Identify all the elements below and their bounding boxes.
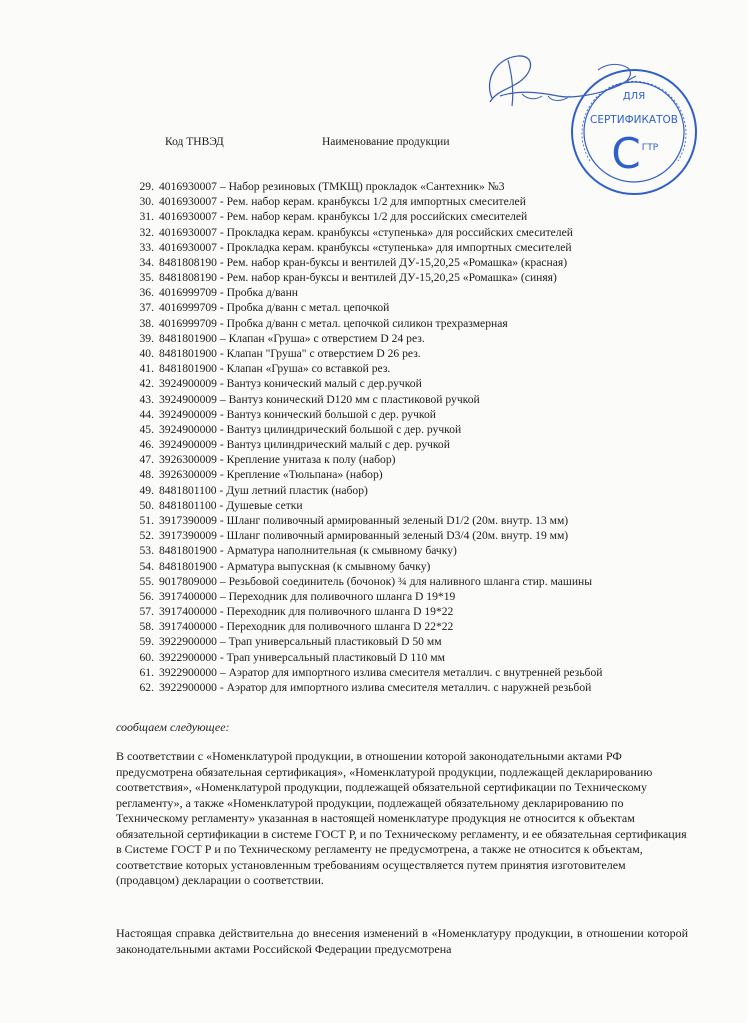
- list-item-text: 8481801100 - Душ летний пластик (набор): [159, 483, 368, 497]
- list-item-number: 54.: [139, 559, 154, 573]
- list-item-text: 4016930007 - Прокладка керам. кранбуксы «ступенька» для российских смесителей: [159, 225, 573, 239]
- list-item-number: 42.: [139, 377, 154, 391]
- list-item: [126, 484, 368, 498]
- list-item-number: 60.: [139, 650, 154, 664]
- list-item: [126, 241, 572, 255]
- list-item: [126, 438, 450, 452]
- list-item-number: 41.: [139, 362, 154, 376]
- svg-text:ГТР: ГТР: [641, 143, 659, 153]
- list-item-text: 3922900000 - Трап универсальный пластиковый D 110 мм: [159, 650, 445, 664]
- list-item-number: 50.: [139, 498, 154, 512]
- list-item-number: 59.: [139, 635, 154, 649]
- list-item: [126, 286, 298, 300]
- list-item: [126, 408, 436, 422]
- list-item-text: 8481808190 - Рем. набор кран-буксы и вентилей ДУ-15,20,25 «Ромашка» (синяя): [159, 271, 557, 285]
- list-item: [126, 468, 383, 482]
- svg-text:ДЛЯ: ДЛЯ: [622, 91, 646, 102]
- list-item-text: 3917400000 – Переходник для поливочного шланга D 19*19: [159, 589, 456, 603]
- list-item-text: 3917400000 - Переходник для поливочного шланга D 22*22: [159, 620, 454, 634]
- list-item-text: 3924900009 - Вантуз конический большой с дер. ручкой: [159, 407, 436, 421]
- list-item-number: 30.: [139, 195, 154, 209]
- list-item-number: 57.: [139, 605, 154, 619]
- list-item-text: 3924900009 - Вантуз цилиндрический малый с дер. ручкой: [159, 438, 450, 452]
- list-item-number: 39.: [139, 331, 154, 345]
- header-code-label: Код ТНВЭД: [165, 136, 224, 148]
- list-item: [126, 226, 573, 240]
- list-item: [126, 210, 527, 224]
- list-item-text: 8481801900 - Арматура выпускная (к смывному бачку): [159, 559, 431, 573]
- list-item: [126, 377, 422, 391]
- list-item: [126, 362, 390, 376]
- list-item-text: 3922900000 – Аэратор для импортного излива смесителя металлич. с внутренней резьбой: [159, 665, 603, 679]
- list-item-number: 58.: [139, 620, 154, 634]
- list-item-text: 3917390009 - Шланг поливочный армированный зеленый D3/4 (20м. внутр. 19 мм): [159, 529, 569, 543]
- list-item: [126, 317, 508, 331]
- list-item-number: 53.: [139, 544, 154, 558]
- list-item-number: 44.: [139, 407, 154, 421]
- list-item: [126, 620, 453, 634]
- list-item: [126, 681, 591, 695]
- list-item-text: 4016999709 - Пробка д/ванн с метал. цепочкой: [159, 301, 390, 315]
- list-item: [126, 635, 442, 649]
- list-item-number: 33.: [139, 240, 154, 254]
- list-item: [126, 605, 453, 619]
- list-item-text: 3917390009 - Шланг поливочный армированный зеленый D1/2 (20м. внутр. 13 мм): [159, 513, 569, 527]
- list-item-number: 32.: [139, 225, 154, 239]
- list-item: [126, 195, 526, 209]
- list-item: [126, 544, 457, 558]
- list-item: [126, 575, 592, 589]
- list-item-text: 8481801900 - Арматура наполнительная (к смывному бачку): [159, 544, 457, 558]
- list-item-number: 35.: [139, 271, 154, 285]
- list-item-text: 8481801900 – Клапан «Груша» с отверстием D 24 рез.: [159, 331, 425, 345]
- list-item: [126, 332, 425, 346]
- paragraph-2: Настоящая справка действительна до внесения изменений в «Номенклатуру продукции, в отношении которой законодательными актами Российской Федерации предусмотрена: [116, 926, 688, 956]
- list-item: [126, 180, 505, 194]
- svg-text:СЕРТИФИКАТОВ: СЕРТИФИКАТОВ: [590, 114, 678, 126]
- paragraph-1: В соответствии с «Номенклатурой продукции, в отношении которой законодательными актами РФ предусмотрена обязательная сертификация», «Номенклатурой продукции, подлежащей декларированию соответствия», «Номенклатурой продукции, подлежащей обязательной сертификации по Техническому регламенту», а также «Номенклатурой продукции, подлежащей обязательному декларированию по Техническому регламенту» указанная в настоящей номенклатуре продукция не относится к объектам обязательной сертификации в системе ГОСТ Р, и по Техническому регламенту, и ее обязательная сертификация в Системе ГОСТ Р и по Техническому регламенту не предусмотрена, а также не относится к объектам, соответствие которых установленным требованиям осуществляется путем принятия изготовителем (продавцом) декларации о соответствии.: [116, 749, 687, 887]
- list-item: [126, 514, 568, 528]
- list-item-number: 38.: [139, 316, 154, 330]
- list-item-text: 4016930007 - Рем. набор керам. кранбуксы 1/2 для импортных смесителей: [159, 195, 526, 209]
- header-name-label: Наименование продукции: [322, 136, 450, 148]
- list-item-number: 55.: [139, 574, 154, 588]
- list-item-text: 8481801900 - Клапан «Груша» со вставкой рез.: [159, 362, 391, 376]
- list-item-number: 45.: [139, 422, 154, 436]
- list-item: [126, 347, 421, 361]
- list-item-number: 61.: [139, 665, 154, 679]
- list-item: [126, 666, 602, 680]
- list-item-text: 3926300009 - Крепление «Тюльпана» (набор): [159, 468, 383, 482]
- list-item-number: 51.: [139, 513, 154, 527]
- list-item-number: 49.: [139, 483, 154, 497]
- svg-text:С: С: [611, 129, 641, 178]
- list-item-text: 4016930007 - Рем. набор керам. кранбуксы 1/2 для российских смесителей: [159, 210, 528, 224]
- list-item-text: 3924900009 - Вантуз конический малый с дер.ручкой: [159, 377, 422, 391]
- list-item-number: 62.: [139, 680, 154, 694]
- list-item-number: 48.: [139, 468, 154, 482]
- list-item-number: 31.: [139, 210, 154, 224]
- list-item: [126, 590, 455, 604]
- list-item-text: 8481801900 - Клапан "Груша" с отверстием D 26 рез.: [159, 346, 421, 360]
- list-item-number: 34.: [139, 255, 154, 269]
- list-item-number: 40.: [139, 346, 154, 360]
- list-item-text: 4016999709 - Пробка д/ванн с метал. цепочкой силикон трехразмерная: [159, 316, 508, 330]
- list-item-text: 8481808190 - Рем. набор кран-буксы и вентилей ДУ-15,20,25 «Ромашка» (красная): [159, 255, 568, 269]
- list-item-text: 9017809000 – Резьбовой соединитель (бочонок) ¾ для наливного шланга стир. машины: [159, 574, 593, 588]
- list-item-number: 29.: [139, 180, 154, 193]
- list-item-text: 3924900000 - Вантуз цилиндрический большой с дер. ручкой: [159, 422, 462, 436]
- list-item-number: 36.: [139, 286, 154, 300]
- list-item-text: 3924900009 – Вантуз конический D120 мм с пластиковой ручкой: [159, 392, 480, 406]
- list-item-text: 8481801100 - Душевые сетки: [159, 498, 303, 512]
- intro-text: сообщаем следующее:: [116, 720, 230, 734]
- list-item-number: 46.: [139, 438, 154, 452]
- list-item-number: 52.: [139, 529, 154, 543]
- list-item-number: 56.: [139, 589, 154, 603]
- list-item: [126, 301, 389, 315]
- list-item-number: 37.: [139, 301, 154, 315]
- list-item-text: 4016930007 – Набор резиновых (ТМКЩ) прокладок «Сантехник» №3: [159, 180, 505, 193]
- list-item-text: 3917400000 - Переходник для поливочного шланга D 19*22: [159, 605, 454, 619]
- list-item: [126, 499, 303, 513]
- list-item-text: 4016930007 - Прокладка керам. кранбуксы «ступенька» для импортных смесителей: [159, 240, 572, 254]
- list-item: [126, 453, 396, 467]
- list-item-text: 3922900000 - Аэратор для импортного излива смесителя металлич. с наружней резьбой: [159, 680, 592, 694]
- list-item-number: 47.: [139, 453, 154, 467]
- certification-stamp: [568, 66, 700, 198]
- list-item: [126, 651, 445, 665]
- list-item: [126, 560, 430, 574]
- list-item: [126, 256, 567, 270]
- list-item-text: 3926300009 - Крепление унитаза к полу (набор): [159, 453, 396, 467]
- list-item: [126, 271, 557, 285]
- list-item-text: 4016999709 - Пробка д/ванн: [159, 286, 298, 300]
- list-item: [126, 529, 568, 543]
- list-item-text: 3922900000 – Трап универсальный пластиковый D 50 мм: [159, 635, 442, 649]
- list-item-number: 43.: [139, 392, 154, 406]
- list-item: [126, 423, 461, 437]
- list-item: [126, 393, 480, 407]
